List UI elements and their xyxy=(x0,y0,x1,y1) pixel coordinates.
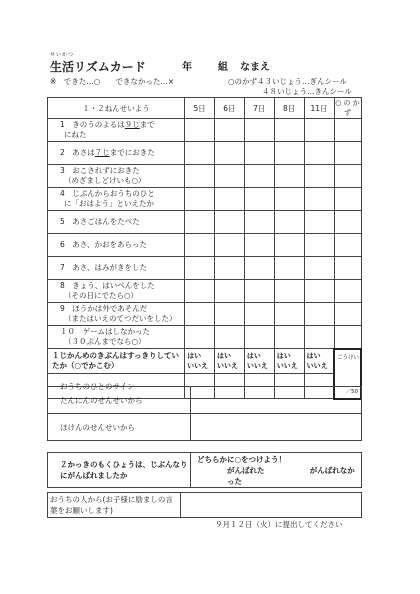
check-cell[interactable] xyxy=(185,303,215,326)
check-cell[interactable] xyxy=(244,326,274,349)
check-cell[interactable] xyxy=(274,211,304,234)
check-cell[interactable] xyxy=(274,326,304,349)
check-cell[interactable] xyxy=(214,257,244,280)
check-cell[interactable] xyxy=(304,119,334,142)
item-label: 4 じぶんからおうちのひと に「おはよう」といえたか xyxy=(48,188,185,211)
option-good[interactable]: がんばれた xyxy=(227,465,265,475)
check-cell[interactable] xyxy=(274,280,304,303)
date-header: 8日 xyxy=(274,98,304,119)
item-header: １・２ねんせいよう xyxy=(48,98,185,119)
class-label: 組 xyxy=(218,62,228,73)
check-cell[interactable] xyxy=(304,303,334,326)
legend-marks: ※ できた…○ できなかった…× xyxy=(50,77,175,86)
table-row xyxy=(48,280,362,303)
item-label: 2 あさは７じまでにおきた xyxy=(48,142,185,165)
check-cell[interactable] xyxy=(274,234,304,257)
total-label: ごうけい xyxy=(337,354,360,361)
reflection-instruction: どちらかに○をつけよう！ xyxy=(197,454,287,464)
nurse-comment-field[interactable] xyxy=(191,414,362,441)
table-row xyxy=(48,234,362,257)
item-label: 8 きょう、はいべんをした （その日にでたら○） xyxy=(48,280,185,303)
check-cell[interactable] xyxy=(244,119,274,142)
count-cell[interactable] xyxy=(334,119,361,142)
date-header: 11日 xyxy=(304,98,334,119)
check-cell[interactable] xyxy=(185,257,215,280)
date-header: 6日 xyxy=(214,98,244,119)
check-cell[interactable] xyxy=(274,119,304,142)
count-cell[interactable] xyxy=(334,211,361,234)
check-cell[interactable] xyxy=(304,326,334,349)
check-cell[interactable] xyxy=(214,234,244,257)
check-cell[interactable] xyxy=(304,280,334,303)
check-cell[interactable] xyxy=(214,142,244,165)
teacher-comment-field[interactable] xyxy=(191,387,362,414)
check-cell[interactable] xyxy=(185,326,215,349)
check-cell[interactable] xyxy=(304,165,334,188)
count-cell[interactable] xyxy=(334,326,361,349)
check-cell[interactable] xyxy=(185,211,215,234)
check-cell[interactable] xyxy=(244,211,274,234)
count-cell[interactable] xyxy=(334,142,361,165)
table-row xyxy=(48,326,362,349)
count-cell[interactable] xyxy=(334,234,361,257)
option-bad[interactable]: がんばれなかった xyxy=(227,465,355,486)
legend-silver: ○のかず４３いじょう…ぎんシール xyxy=(228,77,347,86)
table-row xyxy=(48,119,362,142)
title-ruby: せいかつ xyxy=(50,52,75,58)
name-label: なまえ xyxy=(240,62,270,73)
check-cell[interactable] xyxy=(214,211,244,234)
table-row xyxy=(48,257,362,280)
check-cell[interactable] xyxy=(304,211,334,234)
q11-label: １じかんめのきぶんはすっきりしていたか（○でかこむ） xyxy=(48,349,185,374)
check-cell[interactable] xyxy=(274,165,304,188)
check-cell[interactable] xyxy=(214,326,244,349)
reflection-options xyxy=(191,453,362,488)
legend-gold: ４８いじょう…きんシール xyxy=(262,87,352,96)
yes-no-cell[interactable]: はい いいえ xyxy=(185,349,215,374)
parent-message-table xyxy=(47,492,362,518)
reflection-question: ２かっきのもくひょうは、じぶんなりにがんばれましたか xyxy=(48,453,191,488)
check-cell[interactable] xyxy=(185,165,215,188)
check-cell[interactable] xyxy=(185,119,215,142)
table-row xyxy=(48,142,362,165)
check-cell[interactable] xyxy=(274,303,304,326)
check-cell[interactable] xyxy=(214,303,244,326)
check-cell[interactable] xyxy=(244,165,274,188)
parent-sign-label: おうちのひとのサイン xyxy=(48,374,185,399)
check-cell[interactable] xyxy=(185,142,215,165)
check-cell[interactable] xyxy=(304,257,334,280)
yes-no-cell[interactable]: はい いいえ xyxy=(304,349,334,374)
count-cell[interactable] xyxy=(334,257,361,280)
parent-message-label: おうちの人から(お子様に励ましの言葉をお願いします) xyxy=(48,493,181,518)
item-label: 6 あさ、かおをあらった xyxy=(48,234,185,257)
check-cell[interactable] xyxy=(274,142,304,165)
table-row xyxy=(48,188,362,211)
check-cell[interactable] xyxy=(214,165,244,188)
count-cell[interactable] xyxy=(334,280,361,303)
yes-no-cell[interactable]: はい いいえ xyxy=(214,349,244,374)
check-cell[interactable] xyxy=(274,188,304,211)
total-denominator: ／50 xyxy=(345,388,358,395)
count-cell[interactable] xyxy=(334,165,361,188)
check-cell[interactable] xyxy=(244,280,274,303)
check-cell[interactable] xyxy=(244,257,274,280)
check-cell[interactable] xyxy=(214,119,244,142)
teacher-comment-label: たんにんのせんせいから xyxy=(48,387,191,414)
check-cell[interactable] xyxy=(274,257,304,280)
reflection-table xyxy=(47,452,362,488)
year-label: 年 xyxy=(182,62,192,73)
item-label: １０ ゲームはしなかった （３０ぷんまでなら○） xyxy=(48,326,185,349)
item-label: 1 きのうのよるは９じまで にねた xyxy=(48,119,185,142)
nurse-comment-label: ほけんのせんせいから xyxy=(48,414,191,441)
item-label: 3 おこされずにおきた （めざましどけいも○） xyxy=(48,165,185,188)
count-header: ○ の かず xyxy=(335,99,360,117)
date-header: 7日 xyxy=(244,98,274,119)
check-cell[interactable] xyxy=(185,234,215,257)
check-cell[interactable] xyxy=(185,280,215,303)
date-header: 5日 xyxy=(185,98,215,119)
check-cell[interactable] xyxy=(214,188,244,211)
check-cell[interactable] xyxy=(304,188,334,211)
check-cell[interactable] xyxy=(185,188,215,211)
due-date-note: ９月１２日（火）に提出してください xyxy=(215,520,343,529)
check-cell[interactable] xyxy=(244,188,274,211)
table-row xyxy=(48,303,362,326)
count-cell[interactable] xyxy=(334,188,361,211)
table-row xyxy=(48,165,362,188)
parent-message-field[interactable] xyxy=(181,493,362,518)
count-cell[interactable] xyxy=(334,303,361,326)
item-label: 9 ほうかは外であそんだ （またはいえのてつだいをした） xyxy=(48,303,185,326)
check-cell[interactable] xyxy=(304,234,334,257)
yes-no-cell[interactable]: はい いいえ xyxy=(274,349,304,374)
check-cell[interactable] xyxy=(214,280,244,303)
item-label: 5 あさごはんをたべた xyxy=(48,211,185,234)
check-cell[interactable] xyxy=(304,142,334,165)
table-row xyxy=(48,211,362,234)
item-label: 7 あさ、はみがきをした xyxy=(48,257,185,280)
check-cell[interactable] xyxy=(244,234,274,257)
yes-no-cell[interactable]: はい いいえ xyxy=(244,349,274,374)
check-cell[interactable] xyxy=(244,303,274,326)
page-title: 生活リズムカード xyxy=(50,60,146,74)
comments-table xyxy=(47,386,362,441)
checklist-table xyxy=(47,97,362,400)
check-cell[interactable] xyxy=(244,142,274,165)
